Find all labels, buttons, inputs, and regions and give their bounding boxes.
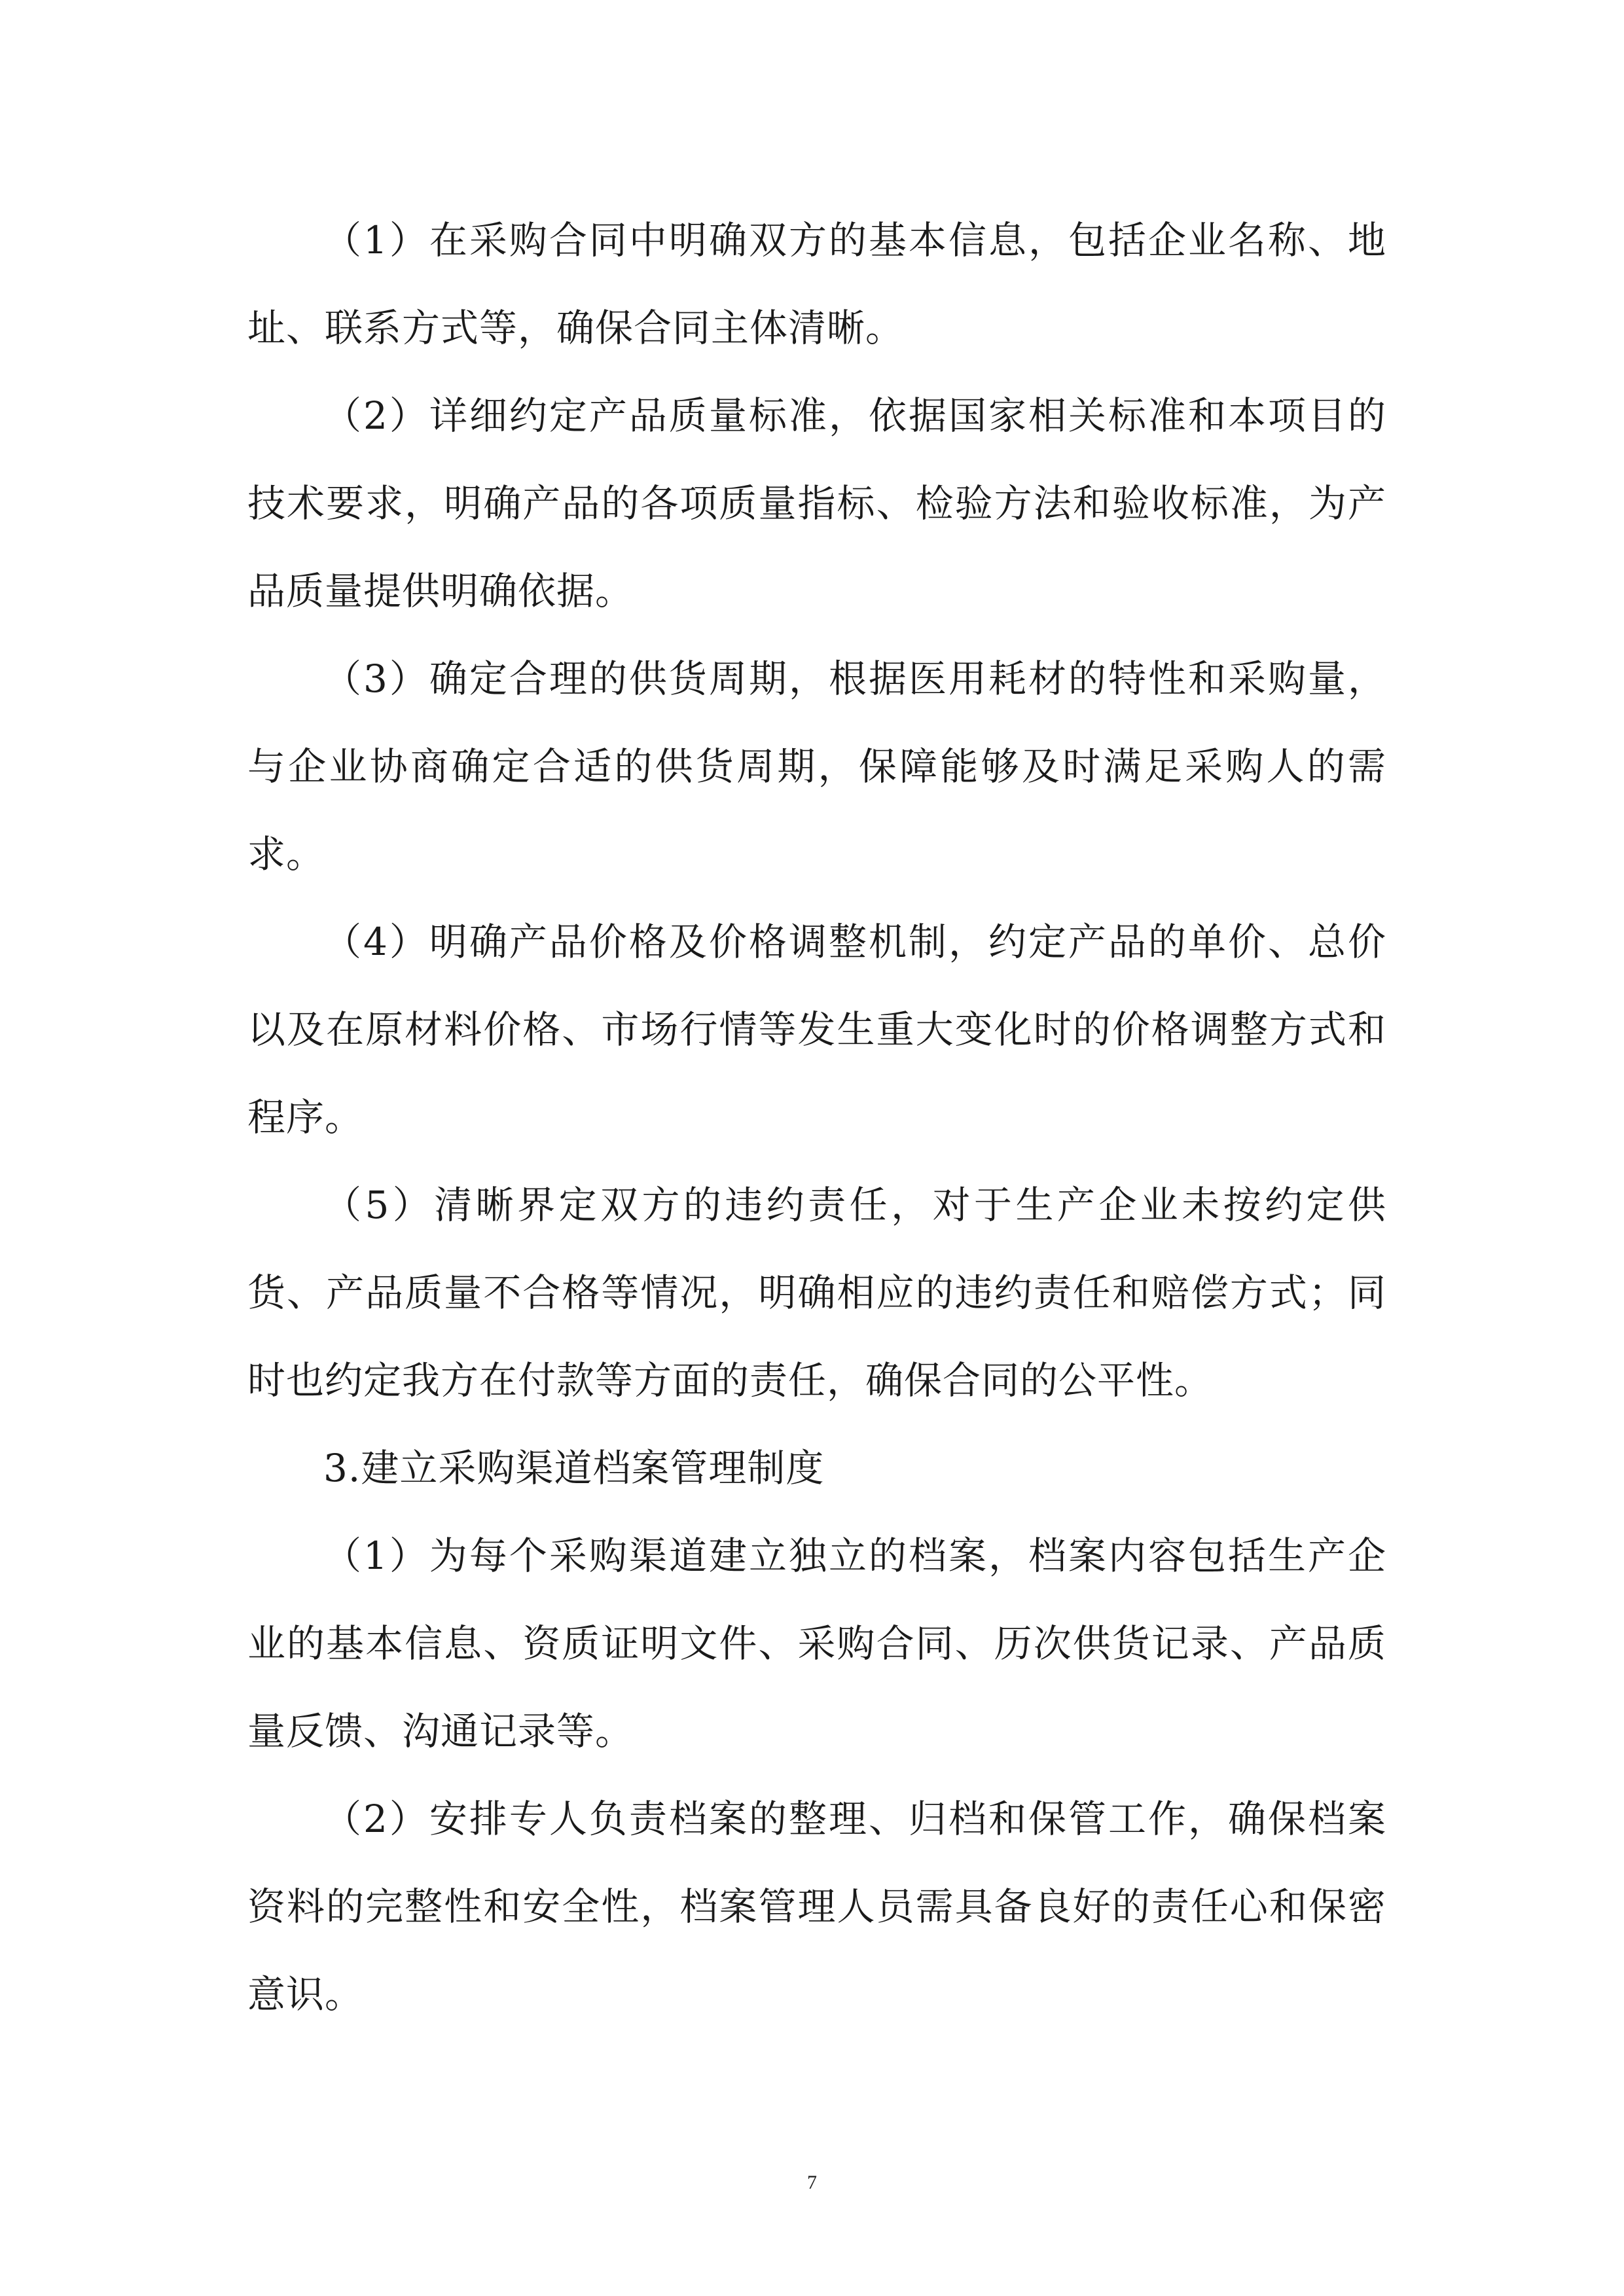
page-number: 7 [807, 2172, 817, 2193]
paragraph-archive-content: （1）为每个采购渠道建立独立的档案，档案内容包括生产企业的基本信息、资质证明文件、采购合同、历次供货记录、产品质量反馈、沟通记录等。 [247, 1534, 1386, 1753]
paragraph-contract-basic-info: （1）在采购合同中明确双方的基本信息，包括企业名称、地址、联系方式等，确保合同主体清晰。 [247, 218, 1386, 350]
paragraph-quality-standards: （2）详细约定产品质量标准，依据国家相关标准和本项目的技术要求，明确产品的各项质量指标、检验方法和验收标准，为产品质量提供明确依据。 [247, 393, 1386, 613]
document-body [247, 196, 1386, 2038]
paragraph-price-mechanism: （4）明确产品价格及价格调整机制，约定产品的单价、总价以及在原材料价格、市场行情等发生重大变化时的价格调整方式和程序。 [247, 920, 1386, 1139]
section-heading-archive-system: 3.建立采购渠道档案管理制度 [323, 1446, 825, 1490]
paragraph-supply-cycle: （3）确定合理的供货周期，根据医用耗材的特性和采购量，与企业协商确定合适的供货周期，保障能够及时满足采购人的需求。 [247, 656, 1386, 876]
paragraph-breach-liability: （5）清晰界定双方的违约责任，对于生产企业未按约定供货、产品质量不合格等情况，明确相应的违约责任和赔偿方式；同时也约定我方在付款等方面的责任，确保合同的公平性。 [247, 1183, 1386, 1403]
paragraph-archive-staff: （2）安排专人负责档案的整理、归档和保管工作，确保档案资料的完整性和安全性，档案管理人员需具备良好的责任心和保密意识。 [247, 1797, 1386, 2017]
